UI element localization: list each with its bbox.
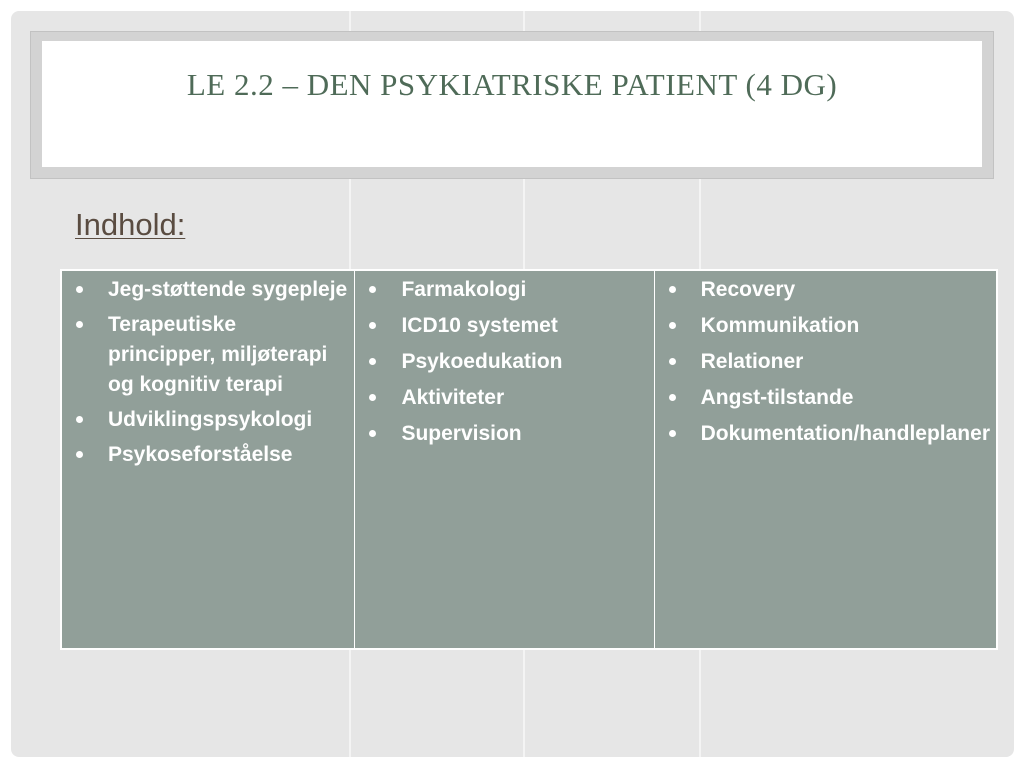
bullet-icon: [669, 394, 676, 401]
list-item: [68, 405, 348, 435]
list-item: [361, 275, 647, 304]
list-item-text: Relationer: [700, 350, 804, 373]
list-item-text: Angst-tilstande: [700, 386, 854, 409]
content-table: [60, 269, 998, 650]
content-column-1: [62, 271, 354, 648]
content-column-2: [354, 271, 653, 648]
list-item: [68, 275, 348, 305]
slide-title: LE 2.2 – DEN PSYKIATRISKE PATIENT (4 DG): [186, 67, 838, 102]
bullet-icon: [369, 394, 376, 401]
list-item-text: Farmakologi: [401, 278, 527, 301]
list-item: [361, 419, 647, 448]
list-item: [661, 311, 990, 340]
bullet-icon: [669, 322, 676, 329]
list-item-text: Psykoedukation: [401, 350, 563, 373]
list-item-text: Dokumentation/handleplaner: [700, 422, 990, 445]
list-item-text: Supervision: [401, 422, 522, 445]
bullet-icon: [76, 416, 83, 423]
list-item-text: Jeg-støttende sygepleje: [108, 278, 348, 301]
list-item-text: Psykoseforståelse: [108, 443, 293, 466]
title-box: [42, 41, 982, 167]
bullet-icon: [669, 358, 676, 365]
bullet-icon: [669, 430, 676, 437]
list-item: [661, 383, 990, 412]
list-item: [661, 275, 990, 304]
list-item: [361, 383, 647, 412]
bullet-icon: [369, 358, 376, 365]
list-item-text: ICD10 systemet: [401, 314, 558, 337]
bullet-list: [661, 275, 990, 453]
bullet-icon: [76, 321, 83, 328]
content-column-3: [654, 271, 996, 648]
list-item: [661, 415, 990, 453]
bullet-list: [68, 275, 348, 470]
bullet-icon: [369, 286, 376, 293]
bullet-icon: [76, 451, 83, 458]
list-item: [661, 347, 990, 376]
slide: [11, 11, 1014, 757]
list-item-text: Udviklingspsykologi: [108, 408, 313, 431]
list-item-text: Terapeutiske principper, miljøterapi og kognitiv terapi: [108, 313, 328, 396]
bullet-icon: [369, 430, 376, 437]
list-item: [68, 310, 348, 400]
title-frame: [30, 31, 994, 179]
bullet-icon: [76, 286, 83, 293]
list-item-text: Recovery: [700, 278, 796, 301]
list-item: [361, 347, 647, 376]
list-item-text: Kommunikation: [700, 314, 860, 337]
list-item-text: Aktiviteter: [401, 386, 505, 409]
bullet-icon: [369, 322, 376, 329]
bullet-icon: [669, 286, 676, 293]
list-item: [361, 311, 647, 340]
bullet-list: [361, 275, 647, 448]
list-item: [68, 440, 348, 470]
content-subheading: Indhold:: [75, 207, 186, 242]
